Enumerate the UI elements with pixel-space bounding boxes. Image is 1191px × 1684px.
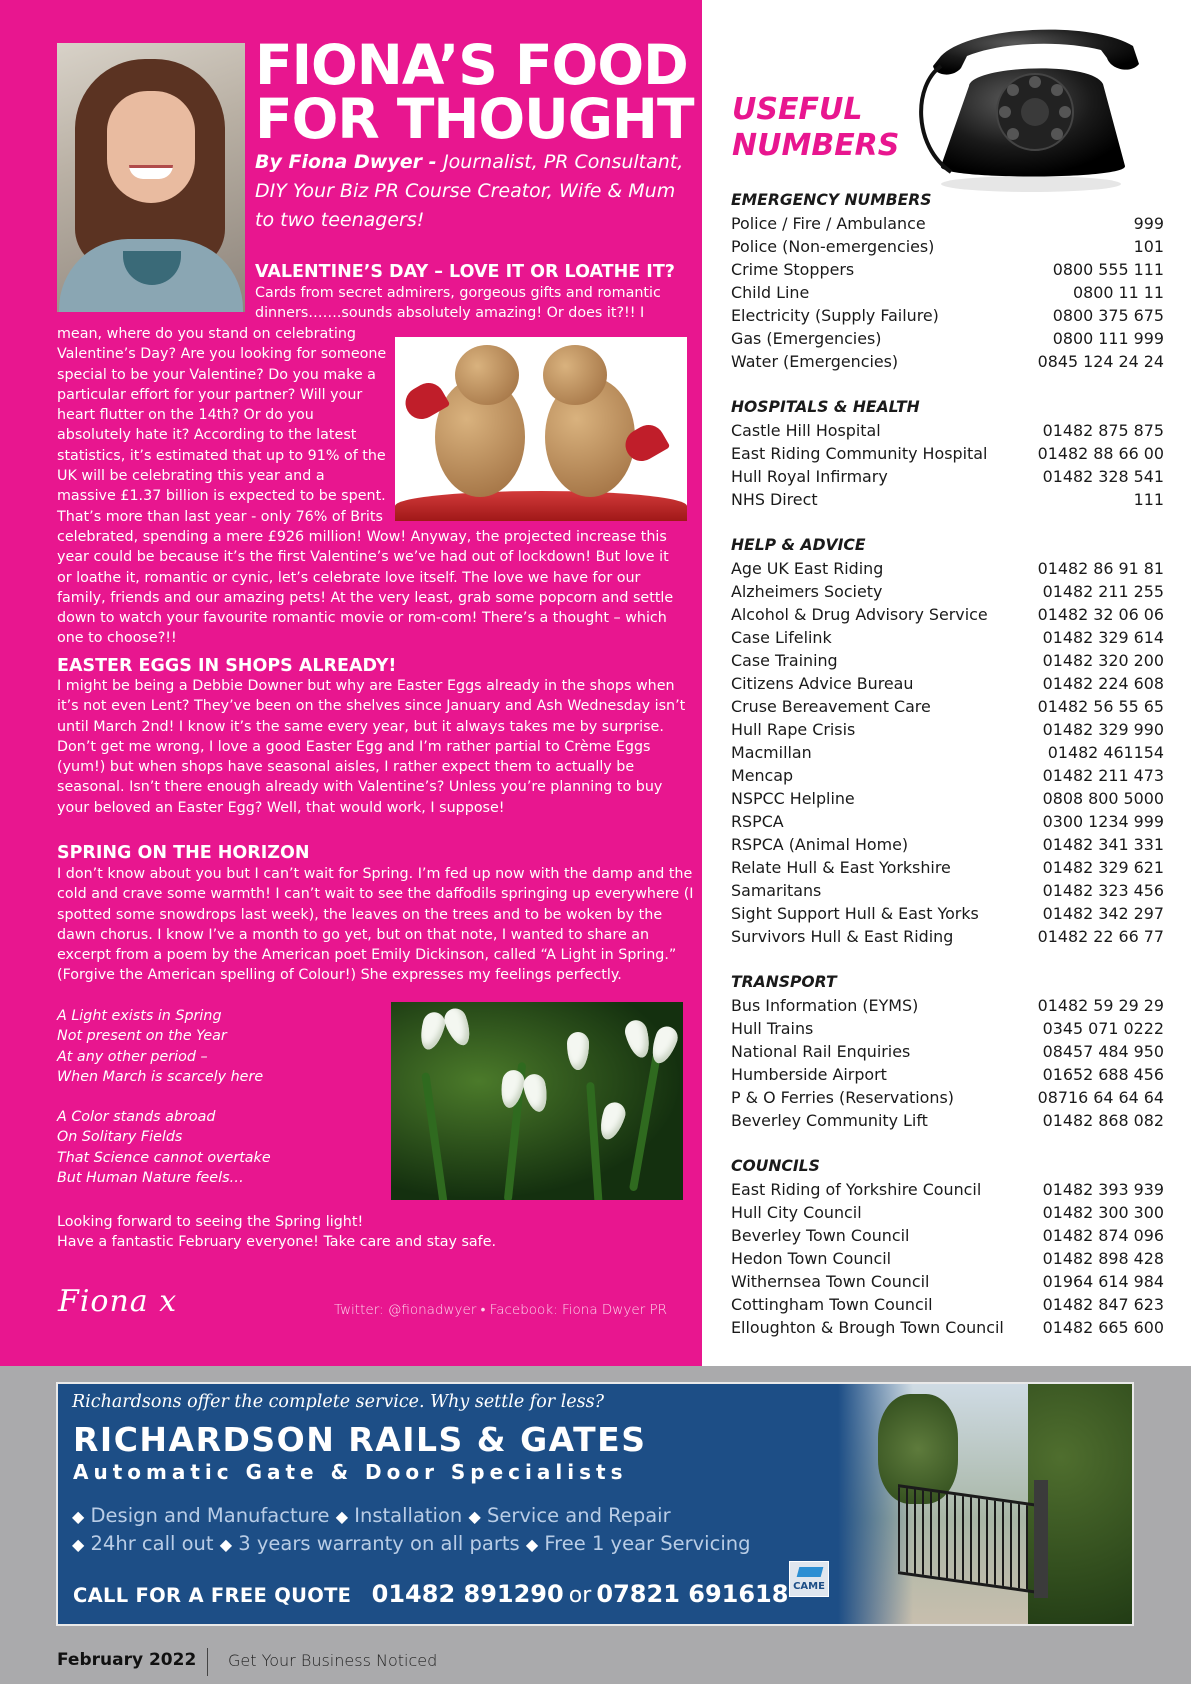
entry-number: 01482 329 614 xyxy=(1042,628,1164,647)
entry-number: 999 xyxy=(1133,214,1164,233)
directory-entry xyxy=(731,488,1164,511)
directory-entry xyxy=(731,1316,1164,1339)
ad-phone-1: 01482 891290 xyxy=(371,1580,564,1608)
poem-line: On Solitary Fields xyxy=(57,1129,183,1146)
diamond-bullet-icon: ◆ xyxy=(335,1507,349,1526)
entry-number: 0800 111 999 xyxy=(1052,329,1164,348)
entry-number: 01482 329 990 xyxy=(1042,720,1164,739)
section-spacer xyxy=(731,1132,1164,1155)
entry-number: 01482 341 331 xyxy=(1042,835,1164,854)
directory-entry xyxy=(731,672,1164,695)
valentine-heading: VALENTINE’S DAY – LOVE IT OR LOATHE IT? xyxy=(255,262,675,282)
poem-line: Not present on the Year xyxy=(57,1028,227,1045)
entry-name: Hedon Town Council xyxy=(731,1249,892,1268)
entry-number: 01482 300 300 xyxy=(1042,1203,1164,1222)
entry-name: Castle Hill Hospital xyxy=(731,421,881,440)
diamond-bullet-icon: ◆ xyxy=(219,1535,233,1554)
poem-line: That Science cannot overtake xyxy=(57,1149,271,1166)
entry-number: 01482 868 082 xyxy=(1042,1111,1164,1130)
entry-name: Child Line xyxy=(731,283,810,302)
directory-section-heading: TRANSPORT xyxy=(731,973,837,991)
entry-name: Case Lifelink xyxy=(731,628,832,647)
entry-name: Crime Stoppers xyxy=(731,260,855,279)
ad-feature: Installation xyxy=(354,1504,463,1527)
social-links: Twitter: @fionadwyer • Facebook: Fiona Dwyer PR xyxy=(334,1302,667,1318)
entry-name: Cruse Bereavement Care xyxy=(731,697,931,716)
entry-number: 01482 32 06 06 xyxy=(1037,605,1164,624)
useful-numbers-title xyxy=(732,92,899,164)
entry-name: NSPCC Helpline xyxy=(731,789,855,808)
directory-section-heading: HOSPITALS & HEALTH xyxy=(731,398,920,416)
spring-heading: SPRING ON THE HORIZON xyxy=(57,843,310,863)
byline xyxy=(255,148,695,235)
entry-number: 0345 071 0222 xyxy=(1042,1019,1164,1038)
directory-section-heading: HELP & ADVICE xyxy=(731,536,866,554)
rotary-telephone-icon xyxy=(911,16,1151,196)
directory-entry xyxy=(731,810,1164,833)
directory-entry xyxy=(731,902,1164,925)
entry-name: Hull City Council xyxy=(731,1203,862,1222)
entry-name: Hull Rape Crisis xyxy=(731,720,856,739)
snowdrops-photo xyxy=(391,1002,683,1200)
teddy-bears-photo xyxy=(395,337,687,521)
directory-entry xyxy=(731,580,1164,603)
entry-number: 111 xyxy=(1133,490,1164,509)
entry-number: 01482 86 91 81 xyxy=(1037,559,1164,578)
directory-entry xyxy=(731,1201,1164,1224)
poem-line: A Light exists in Spring xyxy=(57,1008,222,1024)
poem-excerpt xyxy=(57,1006,377,1208)
easter-heading: EASTER EGGS IN SHOPS ALREADY! xyxy=(57,656,397,676)
entry-number: 01482 328 541 xyxy=(1042,467,1164,486)
directory-section-heading: EMERGENCY NUMBERS xyxy=(731,191,932,209)
directory-entry xyxy=(731,1293,1164,1316)
section-spacer xyxy=(731,948,1164,971)
entry-name: Beverley Community Lift xyxy=(731,1111,928,1130)
entry-name: Police / Fire / Ambulance xyxy=(731,214,926,233)
numbers-directory xyxy=(731,189,1164,1339)
directory-entry xyxy=(731,1063,1164,1086)
entry-number: 0800 375 675 xyxy=(1052,306,1164,325)
poem-stanza-1 xyxy=(57,1006,377,1087)
ad-feature: 3 years warranty on all parts xyxy=(238,1532,520,1555)
useful-numbers-column xyxy=(702,0,1191,1366)
directory-entry xyxy=(731,649,1164,672)
directory-entry xyxy=(731,603,1164,626)
directory-entry xyxy=(731,626,1164,649)
gate-photo xyxy=(838,1384,1134,1626)
directory-entry xyxy=(731,787,1164,810)
entry-number: 01482 329 621 xyxy=(1042,858,1164,877)
directory-entry xyxy=(731,465,1164,488)
entry-name: P & O Ferries (Reservations) xyxy=(731,1088,954,1107)
entry-number: 0800 11 11 xyxy=(1073,283,1164,302)
entry-name: Sight Support Hull & East Yorks xyxy=(731,904,979,923)
directory-entry xyxy=(731,994,1164,1017)
column-title xyxy=(255,33,694,151)
directory-entry xyxy=(731,1109,1164,1132)
entry-name: Hull Trains xyxy=(731,1019,814,1038)
entry-number: 0845 124 24 24 xyxy=(1037,352,1164,371)
ad-feature: Free 1 year Servicing xyxy=(544,1532,751,1555)
entry-name: Beverley Town Council xyxy=(731,1226,910,1245)
directory-entry xyxy=(731,879,1164,902)
entry-number: 01482 898 428 xyxy=(1042,1249,1164,1268)
valentine-body-block xyxy=(57,324,687,649)
byline-name: By Fiona Dwyer - xyxy=(255,151,444,173)
entry-number: 01482 211 255 xyxy=(1042,582,1164,601)
directory-entry xyxy=(731,1040,1164,1063)
directory-entry xyxy=(731,1270,1164,1293)
entry-name: East Riding Community Hospital xyxy=(731,444,988,463)
directory-entry xyxy=(731,741,1164,764)
byline-roles: Journalist, PR Consultant, DIY Your Biz PR Course Creator, Wife & Mum to two teenagers! xyxy=(255,151,684,231)
directory-entry xyxy=(731,327,1164,350)
ad-call-to-action xyxy=(73,1580,788,1608)
footer-date: February 2022 xyxy=(57,1650,197,1670)
directory-entry xyxy=(731,925,1164,948)
valentine-body: mean, where do you stand on celebrating Valentine’s Day? Are you looking for someone special to be your Valentine? Do you make a particular effort for your partner? Will your heart flutter on the 14th? Or do you absolutely hate it? According to the latest statistics, it’s estimated that up to 91% of the UK will be celebrating this year and a massive £1.37 billion is expected to be spent. That’s more than last year - only 76% of Brits celebrated, spending a mere £926 million! Wow! Anyway, the projected increase this year could be because it’s the first Valentine’s we’ve had out of lockdown! But love it or loathe it, romantic or cynic, let’s celebrate love itself. The love we have for our family, friends and our amazing pets! At the very least, grab some popcorn and settle down to watch your favourite romantic movie or rom-com! There’s a thought – which one to choose?!! xyxy=(57,326,674,647)
entry-name: Case Training xyxy=(731,651,838,670)
title-line-1: FIONA’S FOOD xyxy=(255,33,688,97)
entry-name: Gas (Emergencies) xyxy=(731,329,882,348)
entry-number: 01482 875 875 xyxy=(1042,421,1164,440)
poem-line: But Human Nature feels… xyxy=(57,1170,244,1187)
ad-feature: Design and Manufacture xyxy=(90,1504,330,1527)
ad-cta-label: CALL FOR A FREE QUOTE xyxy=(73,1584,352,1607)
poem-line: When March is scarcely here xyxy=(57,1068,264,1085)
directory-entry xyxy=(731,695,1164,718)
directory-section-heading: COUNCILS xyxy=(731,1157,820,1175)
directory-entry xyxy=(731,557,1164,580)
footer-tagline: Get Your Business Noticed xyxy=(228,1651,438,1670)
closing-line-1: Looking forward to seeing the Spring light! xyxy=(57,1214,364,1230)
useful-title-line-1: USEFUL xyxy=(732,92,863,127)
useful-title-line-2: NUMBERS xyxy=(732,128,900,163)
entry-number: 0808 800 5000 xyxy=(1042,789,1164,808)
directory-entry xyxy=(731,281,1164,304)
entry-name: Age UK East Riding xyxy=(731,559,884,578)
entry-name: RSPCA xyxy=(731,812,784,831)
closing-text xyxy=(57,1212,697,1253)
directory-entry xyxy=(731,1224,1164,1247)
entry-number: 01482 88 66 00 xyxy=(1037,444,1164,463)
entry-name: Withernsea Town Council xyxy=(731,1272,930,1291)
entry-number: 01652 688 456 xyxy=(1042,1065,1164,1084)
came-logo: CAME xyxy=(789,1561,829,1597)
title-line-2: FOR THOUGHT xyxy=(255,87,694,151)
entry-number: 01482 665 600 xyxy=(1042,1318,1164,1337)
richardson-advert xyxy=(56,1382,1134,1626)
entry-name: National Rail Enquiries xyxy=(731,1042,911,1061)
entry-name: Macmillan xyxy=(731,743,812,762)
entry-name: Alzheimers Society xyxy=(731,582,883,601)
ad-brand: RICHARDSON RAILS & GATES xyxy=(73,1420,647,1459)
ad-features-line-2 xyxy=(72,1532,750,1555)
entry-name: Humberside Airport xyxy=(731,1065,887,1084)
directory-entry xyxy=(731,442,1164,465)
entry-name: Water (Emergencies) xyxy=(731,352,899,371)
entry-number: 01482 224 608 xyxy=(1042,674,1164,693)
directory-entry xyxy=(731,235,1164,258)
entry-name: Cottingham Town Council xyxy=(731,1295,933,1314)
entry-number: 01482 320 200 xyxy=(1042,651,1164,670)
entry-number: 01482 342 297 xyxy=(1042,904,1164,923)
entry-number: 08716 64 64 64 xyxy=(1037,1088,1164,1107)
ad-feature: 24hr call out xyxy=(90,1532,214,1555)
section-spacer xyxy=(731,511,1164,534)
directory-entry xyxy=(731,856,1164,879)
spring-body: I don’t know about you but I can’t wait for Spring. I’m fed up now with the damp and the cold and crave some warmth! I can’t wait to see the daffodils springing up everywhere (I spotted some snowdrops last week), the leaves on the trees and to be woken by the dawn chorus. I know I’ve a month to go yet, but on that note, I wanted to share an excerpt from a poem by the American poet Emily Dickinson, called “A Light in Spring.” (Forgive the American spelling of Colour!) She expresses my feelings perfectly. xyxy=(57,866,694,984)
entry-number: 01482 59 29 29 xyxy=(1037,996,1164,1015)
entry-number: 01482 874 096 xyxy=(1042,1226,1164,1245)
section-spacer xyxy=(731,373,1164,396)
food-for-thought-column xyxy=(0,0,702,1366)
diamond-bullet-icon: ◆ xyxy=(72,1535,85,1554)
easter-body: I might be being a Debbie Downer but why are Easter Eggs already in the shops when it’s not even Lent? They’ve been on the shelves since January and Ash Wednesday isn’t until March 2nd! I know it’s the same every year, but it always takes me by surprise. Don’t get me wrong, I love a good Easter Egg and I’m rather partial to Crème Eggs (yum!) but when shops have seasonal aisles, I rather expect them to actually be seasonal. Isn’t there enough already with Valentine’s? Unless you’re planning to buy your beloved an Easter Egg? Well, that would work, I suppose! xyxy=(57,678,686,816)
ad-or: or xyxy=(568,1583,592,1608)
poem-stanza-2 xyxy=(57,1107,377,1188)
entry-name: East Riding of Yorkshire Council xyxy=(731,1180,982,1199)
valentine-intro: Cards from secret admirers, gorgeous gifts and romantic dinners…….sounds absolutely amazing! Or does it?!! I xyxy=(255,285,661,322)
diamond-bullet-icon: ◆ xyxy=(468,1507,481,1526)
ad-phone-2: 07821 691618 xyxy=(596,1580,789,1608)
entry-name: NHS Direct xyxy=(731,490,818,509)
directory-entry xyxy=(731,1247,1164,1270)
poem-line: A Color stands abroad xyxy=(57,1109,216,1126)
entry-number: 01482 847 623 xyxy=(1042,1295,1164,1314)
entry-name: Citizens Advice Bureau xyxy=(731,674,914,693)
footer-divider xyxy=(207,1648,208,1676)
directory-entry xyxy=(731,1017,1164,1040)
entry-name: Bus Information (EYMS) xyxy=(731,996,919,1015)
entry-name: Mencap xyxy=(731,766,794,785)
entry-number: 01482 211 473 xyxy=(1042,766,1164,785)
directory-entry xyxy=(731,419,1164,442)
entry-name: Survivors Hull & East Riding xyxy=(731,927,954,946)
closing-line-2: Have a fantastic February everyone! Take care and stay safe. xyxy=(57,1234,497,1251)
diamond-bullet-icon: ◆ xyxy=(72,1507,85,1526)
entry-number: 08457 484 950 xyxy=(1042,1042,1164,1061)
entry-number: 01482 323 456 xyxy=(1042,881,1164,900)
entry-name: Relate Hull & East Yorkshire xyxy=(731,858,951,877)
directory-entry xyxy=(731,258,1164,281)
ad-features-line-1 xyxy=(72,1504,671,1527)
ad-specialists: Automatic Gate & Door Specialists xyxy=(73,1460,628,1484)
poem-line: At any other period – xyxy=(57,1048,208,1065)
diamond-bullet-icon: ◆ xyxy=(525,1535,539,1554)
directory-entry xyxy=(731,304,1164,327)
entry-name: Samaritans xyxy=(731,881,822,900)
fiona-portrait-photo xyxy=(57,43,245,312)
entry-name: Elloughton & Brough Town Council xyxy=(731,1318,1004,1337)
signature: Fiona x xyxy=(58,1284,178,1319)
directory-entry xyxy=(731,350,1164,373)
entry-number: 01482 461154 xyxy=(1047,743,1164,762)
directory-entry xyxy=(731,1086,1164,1109)
entry-number: 01964 614 984 xyxy=(1042,1272,1164,1291)
entry-name: RSPCA (Animal Home) xyxy=(731,835,909,854)
entry-number: 0800 555 111 xyxy=(1052,260,1164,279)
directory-entry xyxy=(731,212,1164,235)
entry-number: 01482 22 66 77 xyxy=(1037,927,1164,946)
ad-feature: Service and Repair xyxy=(487,1504,671,1527)
entry-name: Electricity (Supply Failure) xyxy=(731,306,939,325)
entry-number: 101 xyxy=(1133,237,1164,256)
entry-number: 01482 56 55 65 xyxy=(1037,697,1164,716)
directory-entry xyxy=(731,1178,1164,1201)
entry-name: Alcohol & Drug Advisory Service xyxy=(731,605,988,624)
directory-entry xyxy=(731,718,1164,741)
entry-name: Hull Royal Infirmary xyxy=(731,467,888,486)
entry-number: 01482 393 939 xyxy=(1042,1180,1164,1199)
entry-number: 0300 1234 999 xyxy=(1042,812,1164,831)
directory-entry xyxy=(731,833,1164,856)
entry-name: Police (Non-emergencies) xyxy=(731,237,935,256)
ad-tagline: Richardsons offer the complete service. Why settle for less? xyxy=(72,1392,604,1412)
directory-entry xyxy=(731,764,1164,787)
